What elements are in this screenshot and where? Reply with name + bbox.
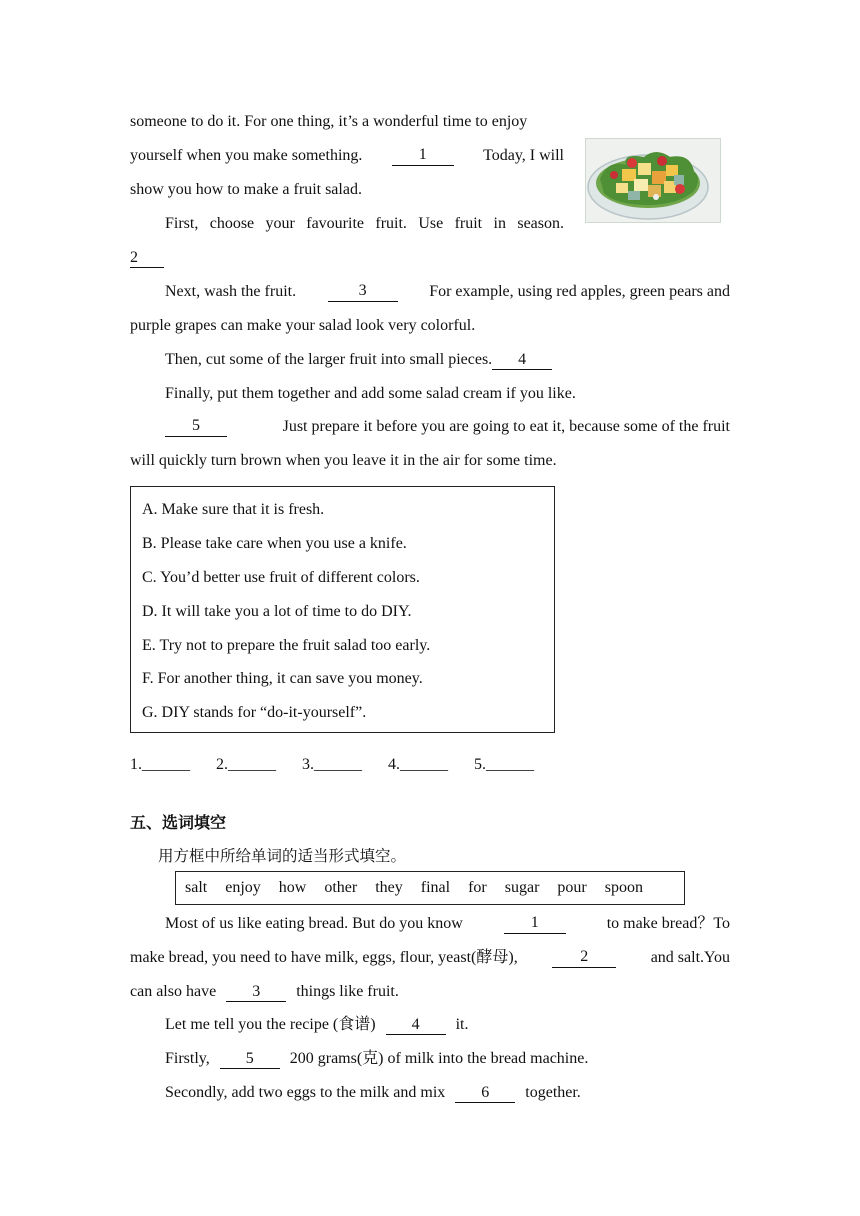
passage-line-7 (165, 350, 552, 370)
passage-line-3: show you how to make a fruit salad. (130, 181, 362, 198)
word-item: salt (185, 879, 208, 896)
passage-line-6: purple grapes can make your salad look very colorful. (130, 317, 476, 334)
passage-line-1: someone to do it. For one thing, it’s a wonderful time to enjoy (130, 113, 528, 130)
answer-slot-2[interactable]: 2.______ (216, 756, 276, 773)
answer-slot-5[interactable]: 5.______ (474, 756, 534, 773)
fruit-salad-image (585, 138, 721, 223)
bread-line-3 (130, 982, 399, 1002)
passage-text: together. (525, 1084, 581, 1101)
bread-line-6 (165, 1083, 581, 1103)
passage-line-9 (165, 417, 730, 437)
word-item: other (324, 879, 358, 896)
passage-line-2 (130, 146, 564, 166)
word-item: final (420, 879, 451, 896)
option-e: E. Try not to prepare the fruit salad too early. (142, 637, 431, 654)
answer-slot-4[interactable]: 4.______ (388, 756, 448, 773)
section-title: 五、选词填空 (130, 813, 227, 832)
bread-line-2 (130, 948, 730, 968)
passage-text: Let me tell you the recipe (食谱) (165, 1016, 376, 1033)
answer-slot-3[interactable]: 3.______ (302, 756, 362, 773)
word-bank (175, 871, 685, 905)
word-item: how (278, 879, 307, 896)
bread-blank-1: 1 (504, 914, 566, 934)
option-c: C. You’d better use fruit of different colors. (142, 569, 420, 586)
word-item: spoon (604, 879, 643, 896)
passage-text: Most of us like eating bread. But do you know (165, 915, 463, 932)
answer-blank-2: 2 (130, 249, 164, 268)
section-instruction: 用方框中所给单词的适当形式填空。 (158, 847, 407, 865)
option-a: A. Make sure that it is fresh. (142, 501, 325, 518)
passage-text: and salt.You (650, 949, 730, 966)
passage-text: Then, cut some of the larger fruit into small pieces. (165, 351, 493, 368)
option-d: D. It will take you a lot of time to do DIY. (142, 603, 412, 620)
word-item: pour (557, 879, 587, 896)
bread-line-4 (165, 1015, 468, 1035)
word-item: for (468, 879, 487, 896)
passage-line-8: Finally, put them together and add some salad cream if you like. (165, 385, 576, 402)
passage-text: can also have (130, 983, 217, 1000)
bread-line-5 (165, 1049, 588, 1069)
word-item: enjoy (225, 879, 261, 896)
passage-text: 200 grams(克) of milk into the bread machine. (289, 1050, 589, 1067)
answer-slot-1[interactable]: 1.______ (130, 756, 190, 773)
bread-blank-5: 5 (220, 1050, 280, 1069)
option-g: G. DIY stands for “do-it-yourself”. (142, 704, 367, 721)
passage-text: things like fruit. (296, 983, 399, 1000)
passage-text: it. (455, 1016, 469, 1033)
option-b: B. Please take care when you use a knife. (142, 535, 407, 552)
word-item: sugar (504, 879, 540, 896)
passage-text: Just prepare it before you are going to eat it, because some of the fruit (282, 418, 730, 435)
options-box (130, 486, 555, 733)
passage-text: to make bread？To (606, 915, 730, 932)
word-item: they (375, 879, 403, 896)
option-f: F. For another thing, it can save you money. (142, 670, 423, 687)
fruit-salad-icon (586, 139, 720, 222)
bread-blank-2: 2 (552, 948, 616, 968)
passage-text: Today, I will (483, 147, 564, 164)
answer-blank-4: 4 (492, 351, 552, 370)
answer-blank-5: 5 (165, 417, 227, 437)
answer-blank-1: 1 (392, 146, 454, 166)
bread-blank-6: 6 (455, 1084, 515, 1103)
passage-line-4: First, choose your favourite fruit. Use fruit in season. (165, 215, 564, 232)
passage-text: For example, using red apples, green pears and (429, 283, 730, 300)
passage-text: Next, wash the fruit. (165, 283, 297, 300)
bread-blank-4: 4 (386, 1016, 446, 1035)
answer-row (130, 756, 556, 774)
bread-line-1 (165, 914, 730, 934)
passage-text: yourself when you make something. (130, 147, 363, 164)
passage-line-5 (165, 282, 730, 302)
passage-line-10: will quickly turn brown when you leave it in the air for some time. (130, 452, 557, 469)
passage-text: make bread, you need to have milk, eggs, flour, yeast(酵母), (130, 949, 518, 966)
bread-blank-3: 3 (226, 983, 286, 1002)
answer-blank-3: 3 (328, 282, 398, 302)
passage-text: Firstly, (165, 1050, 210, 1067)
passage-text: Secondly, add two eggs to the milk and mix (165, 1084, 446, 1101)
passage-line-4b (130, 248, 164, 268)
